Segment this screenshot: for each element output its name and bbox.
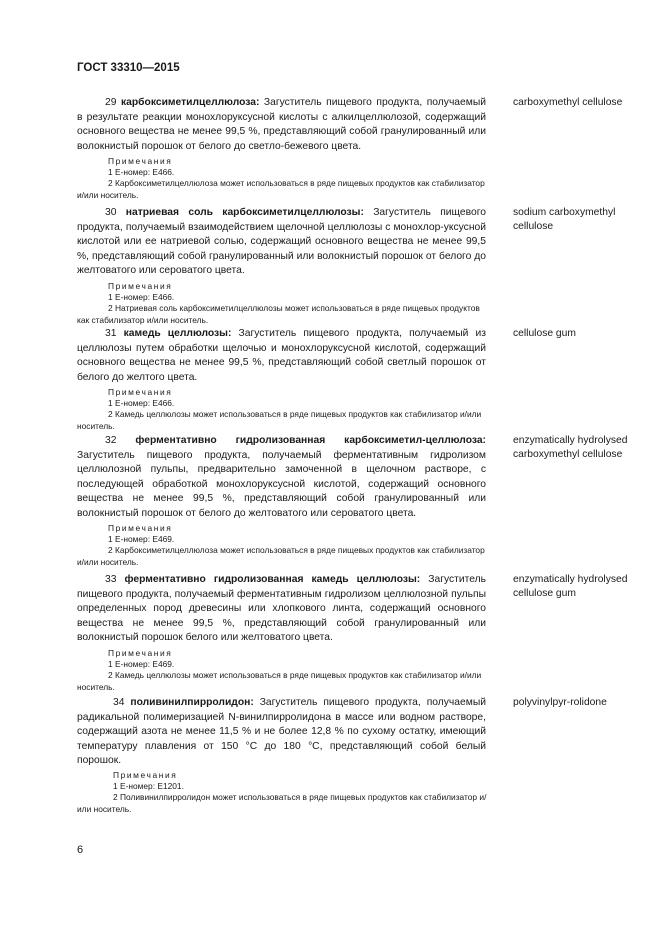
note-item: 2 Камедь целлюлозы может использоваться в ряде пищевых продуктов как стабилизатор и/или носитель. <box>77 409 482 431</box>
term-english: cellulose gum <box>513 328 576 339</box>
term-name: ферментативно гидролизованная карбоксиметил-целлюлоза: <box>135 435 486 446</box>
term-name: натриевая соль карбоксиметилцеллюлозы: <box>125 207 364 218</box>
notes-title: Примечания <box>108 523 173 533</box>
term-number: 31 <box>105 328 117 339</box>
term-name: ферментативно гидролизованная камедь целлюлозы: <box>124 574 421 585</box>
note-item: 1 Е-номер: Е469. <box>108 659 175 670</box>
notes-block <box>77 387 489 432</box>
note-item: 2 Камедь целлюлозы может использоваться в ряде пищевых продуктов как стабилизатор и/или носитель. <box>77 670 482 692</box>
term-english: enzymatically hydrolysed carboxymethyl cellulose <box>513 435 628 461</box>
term-english: enzymatically hydrolysed cellulose gum <box>513 574 628 600</box>
term-text: Загуститель пищевого продукта, получаемый из целлюлозы путем обработки щелочью и монохлоруксусной кислотой, содержащий основного вещества не менее 99,5 %, представляющий собой светлый порошок от белого до желтого цвета. <box>77 328 486 383</box>
notes-block <box>77 770 489 815</box>
note-item: 2 Натриевая соль карбоксиметилцеллюлозы может использоваться в ряде пищевых продуктов как стабилизатор и/или носитель. <box>77 303 480 325</box>
term-text: Загуститель пищевого продукта, получаемый ферментативным гидролизом целлюлозной пульпы, предварительно замоченной в щелочном растворе, с последующей обработкой монохлоруксусной кислотой, содержащий основного вещества не менее 99,5 %, представляющий собой гранулированный или волокнистый порошок от белого до желтоватого или сероватого цвета. <box>77 449 486 519</box>
note-item: 2 Поливинилпирролидон может использоваться в ряде пищевых продуктов как стабилизатор и/или носитель. <box>77 792 487 814</box>
note-item: 2 Карбоксиметилцеллюлоза может использоваться в ряде пищевых продуктов как стабилизатор и/или носитель. <box>77 545 485 567</box>
term-definition <box>77 696 486 769</box>
term-english: sodium carboxymethyl cellulose <box>513 207 616 233</box>
term-number: 32 <box>105 435 117 446</box>
document-header: ГОСТ 33310—2015 <box>77 62 180 74</box>
note-item: 1 Е-номер: Е466. <box>108 398 175 409</box>
note-item: 1 Е-номер: Е466. <box>108 292 175 303</box>
notes-block <box>77 648 489 693</box>
note-item: 2 Карбоксиметилцеллюлоза может использоваться в ряде пищевых продуктов как стабилизатор и/или носитель. <box>77 178 485 200</box>
term-definition <box>77 327 486 385</box>
notes-title: Примечания <box>108 387 173 397</box>
term-number: 33 <box>105 574 117 585</box>
term-text: Загуститель пищевого продукта, получаемый в результате реакции монохлоруксусной кислоты с алкилцеллюлозой, содержащий основного вещества не менее 99,5 %, представляющий собой гранулированный или волокнистый порошок от белого до светло-бежевого цвета. <box>77 97 486 152</box>
term-text: Загуститель пищевого продукта, получаемый ферментативным гидролизом целлюлозной пульпы определенных пород древесины или хлопкового линта, содержащий основного вещества не менее 99,5 %, представляющий собой гранулированный или волокнистый порошок белого или желтоватого цвета. <box>77 574 486 644</box>
term-definition <box>77 96 486 154</box>
term-definition <box>77 206 486 279</box>
notes-block <box>77 523 489 568</box>
term-definition <box>77 434 486 522</box>
notes-title: Примечания <box>108 281 173 291</box>
term-english: carboxymethyl cellulose <box>513 97 623 108</box>
term-number: 29 <box>105 97 117 108</box>
page-number: 6 <box>77 844 84 856</box>
notes-title: Примечания <box>113 770 178 780</box>
notes-title: Примечания <box>108 648 173 658</box>
note-item: 1 Е-номер: Е469. <box>108 534 175 545</box>
note-item: 1 Е-номер: Е1201. <box>113 781 184 792</box>
note-item: 1 Е-номер: Е466. <box>108 167 175 178</box>
term-text: Загуститель пищевого продукта, получаемый радикальной полимеризацией N-винилпирролидона в массе или водном растворе, содержащий азота не менее 11,5 % и не более 12,8 % по сухому остатку, имеющий температуру плавления от 150 °С до 180 °С, представляющий собой белый порошок. <box>77 697 486 767</box>
term-english: polyvinylpyr-rolidone <box>513 697 607 708</box>
term-number: 34 <box>113 697 125 708</box>
notes-block <box>77 281 489 326</box>
notes-block <box>77 156 489 201</box>
term-definition <box>77 573 486 646</box>
term-name: поливинилпирролидон: <box>130 697 254 708</box>
term-number: 30 <box>105 207 117 218</box>
term-text: Загуститель пищевого продукта, получаемый взаимодействием щелочной целлюлозы с монохлор-уксусной кислотой или ее натриевой солью, содержащий основного вещества не менее 99,5 %, представляющий собой гранулированный или волокнистый порошок от белого до желтоватого или сероватого цвета. <box>77 207 486 277</box>
term-name: карбоксиметилцеллюлоза: <box>121 97 260 108</box>
term-name: камедь целлюлозы: <box>123 328 232 339</box>
notes-title: Примечания <box>108 156 173 166</box>
